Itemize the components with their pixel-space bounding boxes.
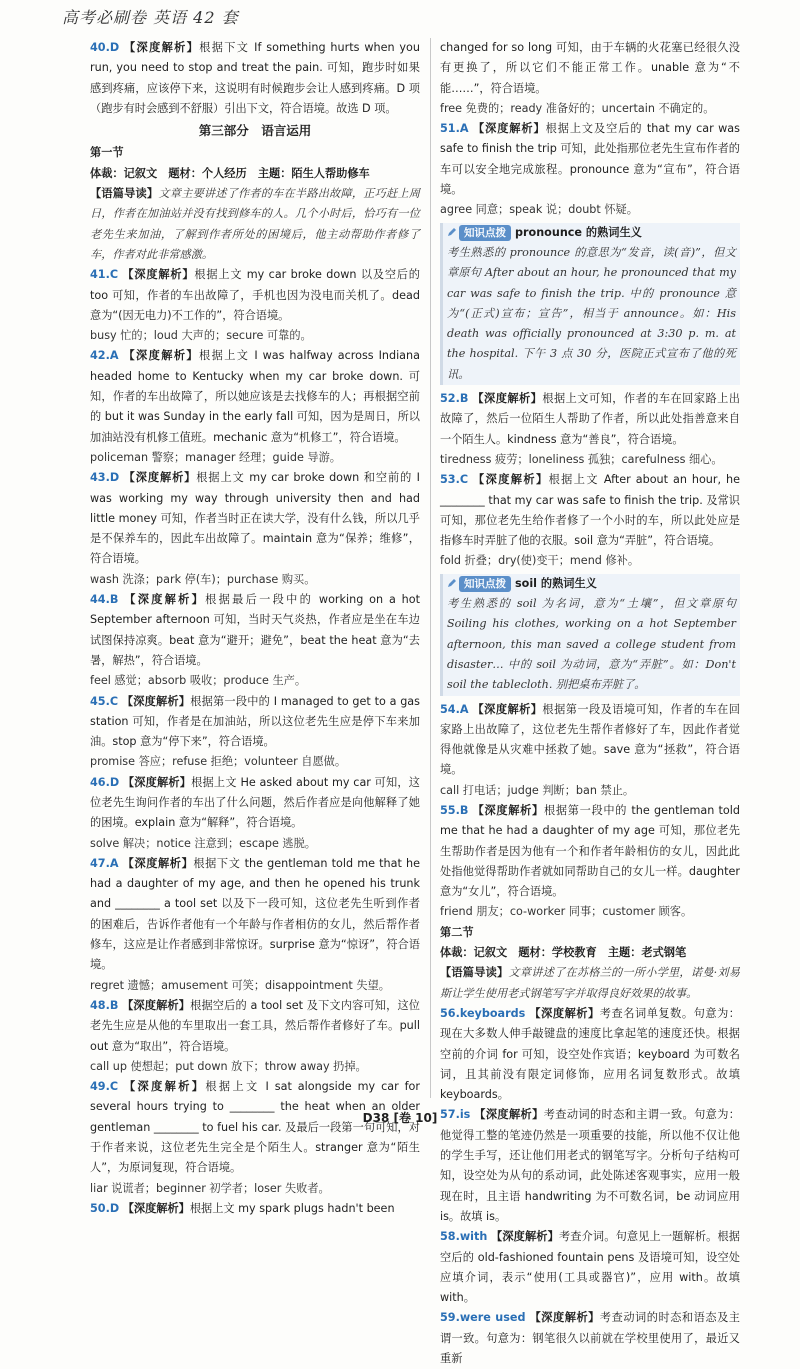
analysis-tag: 【深度解析】 [123,349,200,363]
analysis-tag: 【深度解析】 [123,471,197,485]
section-title: 第二节 [440,925,474,939]
analysis-tag: 【深度解析】 [123,1080,206,1094]
analysis-tag: 【深度解析】 [472,392,543,406]
part-title: 第三部分 语言运用 [198,123,312,139]
question-number: 54. [440,702,460,716]
left-column [90,38,420,1219]
distractor-vocab: liar 说谎者；beginner 初学者；loser 失败者。 [90,1181,330,1195]
question-number: 56. [440,1006,460,1020]
question-number: 44. [90,593,110,607]
distractor-vocab: busy 忙的；loud 大声的；secure 可靠的。 [90,329,312,343]
pen-icon [447,227,457,237]
answer-letter: A [109,856,119,870]
answer-item [90,38,420,119]
analysis-tag: 【深度解析】 [473,473,549,487]
question-number: 48. [90,998,110,1012]
guide-tag: 【语篇导读】 [90,187,159,201]
question-number: 42. [90,349,110,363]
analysis-text: 根据上文 I sat alongside my car for several hours trying to ________ the heat when an older gentleman ________ to fuel his car. 及最后一段第一句可知，对于作者来说，这位老先生完全是个陌生人。stranger 意为“陌生人”，为原词复现，符合语境。 [90,1080,420,1175]
analysis-text: 考查动词的时态和主谓一致。句意为：他觉得工整的笔迹仍然是一项重要的技能，所以他不仅让他的学生手写，还让他们用老式的钢笔写字。分析句子结构可知，设空处为从句的系动词，此处陈述客观事实，应用一般现在时，且主语 handwriting 为不可数名词，be 动词应用 is。故填 is。 [440,1108,740,1223]
distractor-vocab: call up 使想起；put down 放下；throw away 扔掉。 [90,1059,367,1073]
answer-item [90,692,420,753]
analysis-tag: 【深度解析】 [491,1230,559,1244]
answer-letter: with [459,1230,488,1244]
analysis-tag: 【深度解析】 [124,593,206,607]
knowledge-box-text: 考生熟悉的 soil 为名词，意为“土壤”，但文章原句 Soiling his clothes, working on a hot September afternoon, this man saved a college student from disaster… 中的 soil 为动词，意为“弄脏”。如：Don't soil the tablecloth. 别把桌布弄脏了。 [447,597,736,692]
answer-item [440,1004,740,1105]
knowledge-box [440,574,740,696]
answer-item [90,468,420,569]
answer-item [440,470,740,551]
answer-item [90,265,420,326]
passage-guide [440,963,740,1004]
guide-text: 文章主要讲述了作者的车在半路出故障，正巧赶上周日，作者在加油站并没有找到修车的人。几个小时后，恰巧有一位老先生来加油，了解到作者所处的困境后，他主动帮助作者修了车，作者对此非常感激。 [90,187,420,261]
distractor-vocab: friend 朋友；co-worker 同事；customer 顾客。 [440,905,693,919]
knowledge-box-header [447,223,736,243]
question-number: 51. [440,122,460,136]
question-number: 59. [440,1311,460,1325]
analysis-tag: 【深度解析】 [124,41,200,54]
analysis-tag: 【深度解析】 [472,803,544,817]
answer-item [90,773,420,834]
analysis-text: 根据上文 my car broke down 和空前的 I was working my way through university then and had little money 可知，作者当时正在读大学，没有什么钱，所以几乎是不保养车的，因此车出故障了。maintain 意为“保养；维修”，符合语境。 [90,471,420,566]
answer-letter: is [459,1108,471,1122]
question-number: 49. [90,1080,110,1094]
analysis-text: 根据上文及空后的 that my car was safe to finish the trip 可知，此处指那位老先生宣布作者的车可以安全地完成旅程。pronounce 意为“宣布”，符合语境。 [440,122,740,197]
knowledge-box-title: 知识点拨 [459,225,511,241]
guide-text: 文章讲述了在苏格兰的一所小学里，诺曼·刘易斯让学生使用老式钢笔写字并取得良好效果的故事。 [440,966,740,1000]
answer-letter: B [459,392,469,406]
analysis-text: 根据上文 my car broke down 以及空后的 too 可知，作者的车出故障了，手机也因为没电而关机了。dead 意为“(因无电力)不工作的”，符合语境。 [90,268,420,322]
analysis-text: 考查介词。句意见上一题解析。根据空后的 old-fashioned fountain pens 及语境可知，设空处应填介词，表示“使用(工具或器官)”，应用 with。故填 with。 [440,1230,740,1305]
answer-letter: A [459,702,469,716]
answer-letter: C [459,473,469,487]
answer-letter: were used [459,1311,526,1325]
answer-item [90,1199,420,1219]
analysis-text: 根据最后一段中的 working on a hot September afternoon 可知，当时天气炎热，作者应是坐在车边试图保持凉爽。beat 意为“避开；避免”，beat the heat 意为“去暑，解热”，符合语境。 [90,593,420,667]
right-column [440,38,740,1365]
question-number: 50. [90,1201,110,1215]
distractor-vocab: tiredness 疲劳；loneliness 孤独；carefulness 细心。 [440,452,723,466]
answer-item [440,1308,740,1369]
question-number: 41. [90,268,110,282]
distractor-vocab: solve 解决；notice 注意到；escape 逃脱。 [90,836,316,850]
knowledge-box-header [447,574,736,594]
answer-letter: D [109,775,120,789]
question-number: 47. [90,856,110,870]
analysis-continued: changed for so long 可知，由于车辆的火花塞已经很久没有更换了，所以它们不能正常工作。unable 意为“不能……”，符合语境。 [440,41,740,95]
answer-item [90,346,420,447]
guide-tag: 【语篇导读】 [440,966,509,980]
answer-letter: C [109,694,119,708]
distractor-vocab: regret 遗憾；amusement 可笑；disappointment 失望。 [90,978,390,992]
analysis-text: 根据上文 After about an hour, he ________ that my car was safe to finish the trip. 及常识可知，那位老先生给作者修了一个小时的车，所以此处应是指修车时弄脏了他的衣服。soil 意为“弄脏”，符合语境。 [440,473,740,548]
knowledge-box-text: 考生熟悉的 pronounce 的意思为“发音，读(音)”，但文章原句 After about an hour, he pronounced that my car was safe to finish the trip. 中的 pronounce 意为“(正式)宣布；宣告”，相当于 announce。如：His death was officially pronounced at 3:30 p. m. at the hospital. 下午 3 点 30 分，医院正式宣布了他的死讯。 [447,245,736,381]
knowledge-box [440,223,740,385]
question-number: 45. [90,694,110,708]
answer-item [440,801,740,902]
analysis-tag: 【深度解析】 [122,998,191,1012]
analysis-tag: 【深度解析】 [529,1311,600,1325]
answer-item [440,38,740,99]
analysis-text: 根据上文 He asked about my car 可知，这位老先生询问作者的车出了什么问题，然后作者应是向他解释了她的困境。explain 意为“解释”，符合语境。 [90,775,420,830]
answer-letter: A [459,122,469,136]
page-header: 高考必刷卷 英语 42 套 [62,8,239,27]
question-number: 43. [90,471,110,485]
distractor-vocab: promise 答应；refuse 拒绝；volunteer 自愿做。 [90,755,347,769]
analysis-tag: 【深度解析】 [529,1006,600,1020]
question-number: 52. [440,392,460,406]
distractor-vocab: policeman 警察；manager 经理；guide 导游。 [90,450,341,464]
analysis-text: 根据上文 my spark plugs hadn't been [189,1201,395,1215]
distractor-vocab: free 免费的；ready 准备好的；uncertain 不确定的。 [440,101,715,115]
question-number: 40. [90,41,110,54]
answer-item [440,700,740,781]
answer-item [90,854,420,976]
distractor-vocab: fold 折叠；dry(使)变干；mend 修补。 [440,554,640,568]
answer-item [90,996,420,1057]
analysis-tag: 【深度解析】 [122,775,192,789]
analysis-tag: 【深度解析】 [474,1108,544,1122]
answer-letter: D [109,41,120,54]
answer-letter: keyboards [459,1006,526,1020]
question-number: 53. [440,473,460,487]
question-number: 58. [440,1230,460,1244]
answer-letter: B [109,998,119,1012]
knowledge-box-title: 知识点拨 [459,576,511,592]
answer-letter: A [109,349,119,363]
answer-item [90,590,420,671]
analysis-tag: 【深度解析】 [121,694,191,708]
answer-item [440,389,740,450]
analysis-text: 根据第一段中的 the gentleman told me that he had a daughter of my age 可知，那位老先生帮助作者是因为他有一个和作者年龄相仿的女儿，因此此处指他觉得帮助作者就如同帮助自己的女儿一样。daughter 意为“女儿”，符合语境。 [440,803,740,899]
analysis-tag: 【深度解析】 [122,1201,190,1215]
answer-letter: C [109,268,119,282]
distractor-vocab: feel 感觉；absorb 吸收；produce 生产。 [90,674,307,688]
analysis-text: 根据上文可知，作者的车在回家路上出故障了，然后一位陌生人帮助了作者，所以此处指善意来自一个陌生人。kindness 意为“善良”，符合语境。 [440,392,740,446]
knowledge-box-heading: pronounce 的熟词生义 [515,225,642,239]
answer-letter: D [109,1201,120,1215]
distractor-vocab: call 打电话；judge 判断；ban 禁止。 [440,783,635,797]
analysis-tag: 【深度解析】 [122,856,194,870]
answer-item [440,119,740,200]
answer-letter: D [109,471,120,485]
answer-letter: B [459,803,469,817]
analysis-tag: 【深度解析】 [472,122,546,136]
analysis-text: 根据下文 the gentleman told me that he had a daughter of my age, and then he opened his trunk and ________ a tool set 以及下一段可知，这位老先生听到作者的困难后，告诉作者他有一个年龄与作者相仿的女儿，然后帮作者修车，这应是让作者感到非常惊讶。surprise 意为“惊讶”，符合语境。 [90,856,420,972]
analysis-text: 根据第一段中的 I managed to get to a gas station 可知，作者是在加油站，所以这位老先生应是停下车来加油。stop 意为“停下来”，符合语境。 [90,694,420,749]
analysis-text: 根据空后的 a tool set 及下文内容可知，这位老先生应是从他的车里取出一套工具，然后帮作者修好了车。pull out 意为“取出”，符合语境。 [90,998,420,1053]
knowledge-box-heading: soil 的熟词生义 [515,576,597,590]
column-divider [430,38,431,1098]
answer-letter: C [109,1080,119,1094]
page-footer: D38 [卷 10] [362,1111,438,1125]
distractor-vocab: wash 洗涤；park 停(车)；purchase 购买。 [90,572,316,586]
analysis-text: 考查名词单复数。句意为：现在大多数人伸手敲键盘的速度比拿起笔的速度还快。根据空前的介词 for 可知，设空处作宾语；keyboard 为可数名词，且其前没有限定词修饰，应用名词复数形式。故填 keyboards。 [440,1006,740,1102]
answer-item [440,1227,740,1308]
analysis-tag: 【深度解析】 [122,268,195,282]
question-number: 46. [90,775,110,789]
question-number: 57. [440,1108,460,1122]
analysis-text: 考查动词的时态和语态及主谓一致。句意为：钢笔很久以前就在学校里使用了，最近又重新 [440,1311,740,1365]
analysis-tag: 【深度解析】 [472,702,543,716]
section-title: 第一节 [90,146,124,160]
analysis-text: 根据下文 If something hurts when you run, you need to stop and treat the pain. 可知，跑步时如果感到疼痛，应该停下来，这说明有时候跑步会让人感到疼痛。D 项（跑步有时会感到不舒服）引出下文，符合语境。故选 D 项。 [90,41,420,115]
answer-letter: B [109,593,119,607]
analysis-text: 根据上文 I was halfway across Indiana headed home to Kentucky when my car broke down. 可知，作者的车出故障了，所以她应该是去找修车的人；再根据空前的 but it was Sunday in the early fall 可知，因为是周日，所以加油站没有机修工值班。mechanic 意为“机修工”，符合语境。 [90,349,420,444]
passage-guide [90,184,420,265]
passage-meta: 体裁：记叙文 题材：学校教育 主题：老式钢笔 [440,946,687,960]
passage-meta: 体裁：记叙文 题材：个人经历 主题：陌生人帮助修车 [90,166,370,180]
analysis-text: 根据第一段及语境可知，作者的车在回家路上出故障了，这位老先生帮作者修好了车，因此作者觉得他就像是从灾难中拯救了她。save 意为“拯救”，符合语境。 [440,702,740,777]
pen-icon [447,578,457,588]
distractor-vocab: agree 同意；speak 说；doubt 怀疑。 [440,203,638,217]
question-number: 55. [440,803,460,817]
